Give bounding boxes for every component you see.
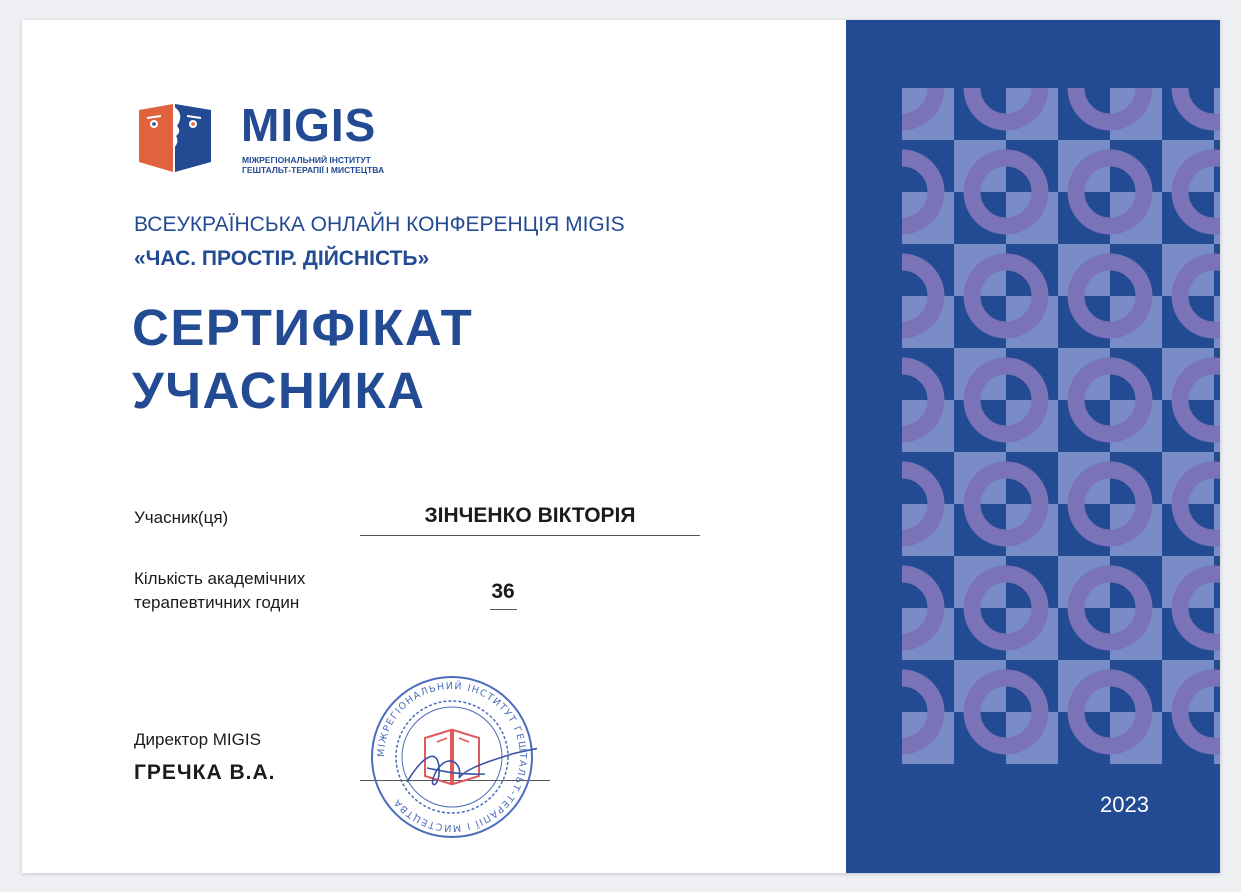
hours-label [134,567,305,615]
hours-value: 36 [491,580,515,603]
logo-wordmark: MIGIS [241,99,377,151]
title-line2: УЧАСНИКА [132,362,426,419]
official-stamp [367,672,537,842]
participant-underline [360,535,700,536]
hours-label-line2: терапевтичних годин [134,593,300,612]
certificate-title [132,296,473,422]
hours-underline [490,609,517,610]
certificate-year: 2023 [1100,792,1149,817]
participant-label: Учасник(ця) [134,508,229,527]
title-line1: СЕРТИФІКАТ [132,299,474,356]
conference-name: ВСЕУКРАЇНСЬКА ОНЛАЙН КОНФЕРЕНЦІЯ MIGIS [134,213,625,236]
director-name: ГРЕЧКА В.А. [134,761,276,784]
decorative-panel [846,20,1220,873]
hours-label-line1: Кількість академічних [134,569,306,588]
geometric-pattern [902,88,1220,768]
conference-theme: «ЧАС. ПРОСТІР. ДІЙСНІСТЬ» [134,247,430,270]
migis-logo-icon [137,102,213,174]
stamp-text: МІЖРЕГІОНАЛЬНИЙ ІНСТИТУТ ГЕШТАЛЬТ-ТЕРАПІЇ І МИСТЕЦТВА [375,680,529,834]
participant-name: ЗІНЧЕНКО ВІКТОРІЯ [424,504,636,527]
director-label: Директор MIGIS [134,730,261,749]
logo-subtitle-line2: ГЕШТАЛЬТ-ТЕРАПІЇ І МИСТЕЦТВА [242,165,385,175]
certificate [22,20,1220,873]
logo-subtitle [242,155,384,175]
logo-subtitle-line1: МІЖРЕГІОНАЛЬНИЙ ІНСТИТУТ [242,155,371,165]
